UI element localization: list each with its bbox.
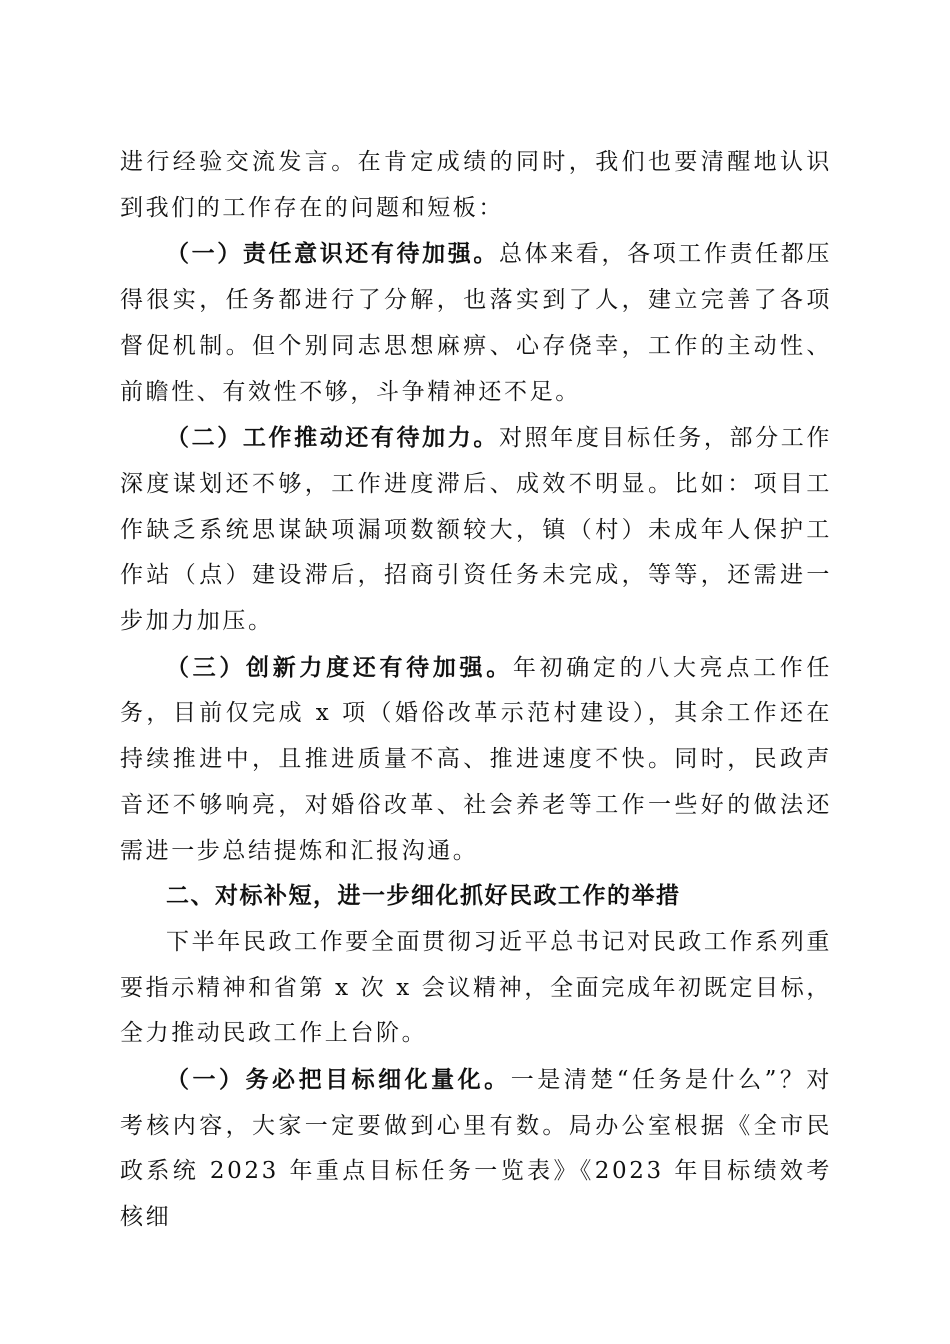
paragraph-problem-3 xyxy=(120,645,832,875)
paragraph-text: 年初确定的八大亮点工作任务，目前仅完成 x 项（婚俗改革示范村建设），其余工作还在持续推进中，且推进质量不高、推进速度不快。同时，民政声音还不够响亮，对婚俗改革、社会养老等工作一些好的做法还需进一步总结提炼和汇报沟通。 xyxy=(120,654,832,864)
paragraph-section-intro xyxy=(120,920,832,1057)
paragraph-text: 一是清楚“任务是什么”？对考核内容，大家一定要做到心里有数。局办公室根据《全市民政系统 2023 年重点目标任务一览表》《2023 年目标绩效考核细 xyxy=(120,1067,832,1231)
paragraph-lead: （一）务必把目标细化量化。 xyxy=(166,1066,511,1094)
paragraph-lead: （二）工作推动还有待加力。 xyxy=(166,424,499,452)
paragraph-lead: （三）创新力度还有待加强。 xyxy=(166,653,513,681)
paragraph-lead: （一）责任意识还有待加强。 xyxy=(166,240,499,268)
paragraph-text: 对照年度目标任务，部分工作深度谋划还不够，工作进度滞后、成效不明显。比如：项目工作缺乏系统思谋缺项漏项数额较大，镇（村）未成年人保护工作站（点）建设滞后，招商引资任务未完成，等等，还需进一步加力加压。 xyxy=(120,425,832,635)
paragraph-intro-continuation xyxy=(120,140,832,231)
paragraph-problem-2 xyxy=(120,415,832,645)
paragraph-problem-1 xyxy=(120,231,832,415)
paragraph-text: 进行经验交流发言。在肯定成绩的同时，我们也要清醒地认识到我们的工作存在的问题和短板： xyxy=(120,149,832,221)
paragraph-text: 总体来看，各项工作责任都压得很实，任务都进行了分解，也落实到了人，建立完善了各项督促机制。但个别同志思想麻痹、心存侥幸，工作的主动性、前瞻性、有效性不够，斗争精神还不足。 xyxy=(120,241,832,405)
document-body xyxy=(120,140,832,1241)
paragraph-text: 下半年民政工作要全面贯彻习近平总书记对民政工作系列重要指示精神和省第 x 次 x 会议精神，全面完成年初既定目标，全力推动民政工作上台阶。 xyxy=(120,928,832,1047)
paragraph-measure-1 xyxy=(120,1057,832,1241)
section-heading: 二、对标补短，进一步细化抓好民政工作的举措 xyxy=(166,883,681,910)
